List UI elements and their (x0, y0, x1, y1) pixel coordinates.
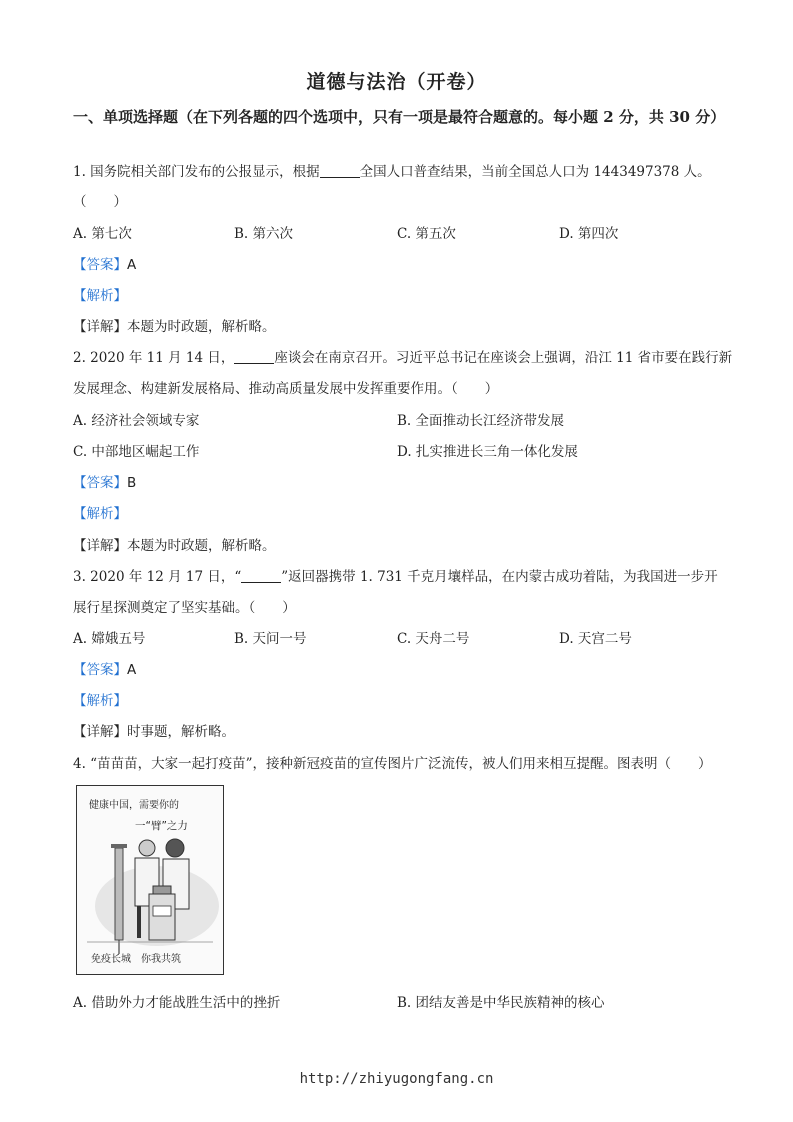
question-3-line-2: 展行星探测奠定了坚实基础。（ ） (73, 600, 296, 616)
question-3-analysis (73, 689, 127, 709)
poster-text-line-1: 健康中国，需要你的 (89, 800, 179, 811)
question-1-answer (73, 253, 136, 273)
question-1-text-a: 1. 国务院相关部门发布的公报显示，根据 (73, 164, 320, 180)
question-2-option-d: D. 扎实推进长三角一体化发展 (397, 444, 578, 460)
question-3-detail (73, 720, 235, 740)
question-2-detail (73, 534, 276, 554)
question-4-line-1: 4. “苗苗苗，大家一起打疫苗”，接种新冠疫苗的宣传图片广泛流传，被人们用来相互提醒。图表明（ ） (73, 756, 712, 772)
question-3-option-c: C. 天舟二号 (397, 631, 470, 647)
question-1-line-2: （ ） (73, 194, 127, 210)
question-4-option-b: B. 团结友善是中华民族精神的核心 (397, 995, 605, 1011)
question-1-line-1 (73, 160, 711, 180)
question-4-option-a: A. 借助外力才能战胜生活中的挫折 (73, 995, 281, 1011)
analysis-tag: 【解析】 (73, 288, 127, 304)
question-2-line-2: 发展理念、构建新发展格局、推动高质量发展中发挥重要作用。（ ） (73, 381, 499, 397)
answer-value: A (127, 257, 137, 273)
answer-tag: 【答案】 (73, 475, 127, 491)
fill-blank (234, 349, 274, 364)
question-1-option-d: D. 第四次 (559, 226, 619, 242)
question-1-option-c: C. 第五次 (397, 226, 456, 242)
question-2-option-c: C. 中部地区崛起工作 (73, 444, 200, 460)
footer-url: http://zhiyugongfang.cn (299, 1071, 494, 1087)
question-2-line-1 (73, 346, 732, 366)
question-3-answer (73, 658, 136, 678)
fill-blank (241, 568, 281, 583)
detail-tag: 【详解】 (73, 319, 127, 335)
question-2-analysis (73, 502, 127, 522)
question-3-text-b: ”返回器携带 1. 731 千克月壤样品，在内蒙古成功着陆，为我国进一步开 (281, 569, 718, 585)
question-2-answer (73, 471, 136, 491)
answer-tag: 【答案】 (73, 662, 127, 678)
answer-tag: 【答案】 (73, 257, 127, 273)
question-1-detail (73, 315, 276, 335)
analysis-tag: 【解析】 (73, 506, 127, 522)
question-3-line-1 (73, 565, 718, 585)
question-2-option-a: A. 经济社会领域专家 (73, 413, 200, 429)
question-3-text-a: 3. 2020 年 12 月 17 日，“ (73, 569, 242, 585)
question-3-option-d: D. 天宫二号 (559, 631, 632, 647)
detail-text: 本题为时政题，解析略。 (127, 319, 276, 335)
question-1-option-a: A. 第七次 (73, 226, 132, 242)
vaccine-poster-image (76, 785, 224, 975)
question-2-text-a: 2. 2020 年 11 月 14 日， (73, 350, 235, 366)
detail-tag: 【详解】 (73, 538, 127, 554)
fill-blank (320, 163, 360, 178)
poster-illustration (77, 786, 223, 974)
detail-tag: 【详解】 (73, 724, 127, 740)
question-3-option-b: B. 天问一号 (234, 631, 307, 647)
detail-text: 本题为时政题，解析略。 (127, 538, 276, 554)
question-1-analysis (73, 284, 127, 304)
question-3-option-a: A. 嫦娥五号 (73, 631, 146, 647)
page-title: 道德与法治（开卷） (306, 71, 487, 93)
answer-value: B (127, 475, 137, 491)
question-2-option-b: B. 全面推动长江经济带发展 (397, 413, 565, 429)
section-heading: 一、单项选择题（在下列各题的四个选项中，只有一项是最符合题意的。每小题 2 分，共 30 分） (73, 108, 726, 126)
detail-text: 时事题，解析略。 (127, 724, 235, 740)
question-1-option-b: B. 第六次 (234, 226, 294, 242)
question-1-text-b: 全国人口普查结果，当前全国总人口为 1443497378 人。 (359, 164, 711, 180)
analysis-tag: 【解析】 (73, 693, 127, 709)
poster-text-line-2: 一“臂”之力 (135, 820, 188, 832)
question-2-text-b: 座谈会在南京召开。习近平总书记在座谈会上强调，沿江 11 省市要在践行新 (274, 350, 733, 366)
answer-value: A (127, 662, 137, 678)
poster-text-line-3: 免疫长城 你我共筑 (91, 954, 181, 965)
